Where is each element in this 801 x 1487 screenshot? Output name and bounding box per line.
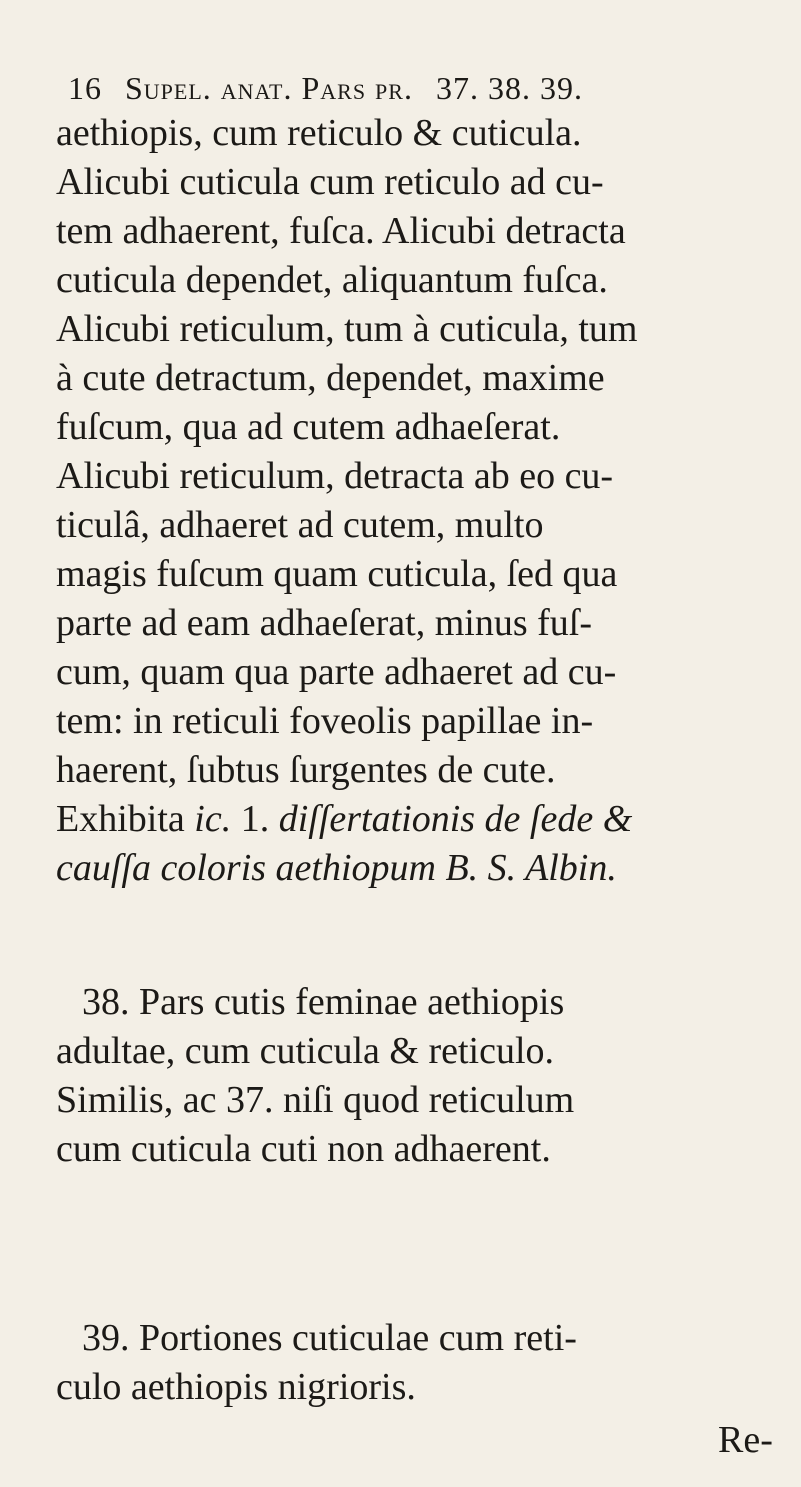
running-title: Supel. anat. Pars pr.: [125, 70, 413, 106]
citation-title: cauſſa coloris aethiopum: [56, 847, 436, 889]
text-line: aethiopis, cum reticulo & cuticula.: [56, 112, 582, 154]
text-line: 39. Portiones cuticulae cum reti-: [82, 1317, 577, 1359]
text-line: cum cuticula cuti non adhaerent.: [56, 1128, 551, 1170]
figure-numbers: 37. 38. 39.: [435, 70, 583, 106]
text-line: ticulâ, adhaeret ad cutem, multo: [56, 504, 544, 546]
text-line: tem adhaerent, fuſca. Alicubi detracta: [56, 210, 626, 252]
text-line: parte ad eam adhaeſerat, minus fuſ-: [56, 602, 592, 644]
citation-line: [56, 845, 776, 891]
text-line: Alicubi cuticula cum reticulo ad cu-: [56, 161, 604, 203]
text-line: cum, quam qua parte adhaeret ad cu-: [56, 651, 617, 693]
citation-line: [56, 796, 776, 842]
page-number: 16: [68, 70, 102, 106]
text-line: fuſcum, qua ad cutem adhaeſerat.: [56, 406, 561, 448]
citation-ref: ic.: [194, 798, 232, 840]
citation-ref-number: 1.: [240, 798, 270, 840]
text-line: tem: in reticuli foveolis papillae in-: [56, 700, 594, 742]
text-line: à cute detractum, dependet, maxime: [56, 357, 605, 399]
text-line: adultae, cum cuticula & reticulo.: [56, 1030, 555, 1072]
citation-author: B. S. Albin.: [445, 847, 617, 889]
citation-title: diſſertationis de ſede &: [278, 798, 633, 840]
citation-lead: Exhibita: [56, 798, 185, 840]
text-line: magis fuſcum quam cuticula, ſed qua: [56, 553, 618, 595]
text-line: Similis, ac 37. niſi quod reticulum: [56, 1079, 575, 1121]
text-line: culo aethiopis nigrioris.: [56, 1366, 416, 1408]
text-line: Alicubi reticulum, detracta ab eo cu-: [56, 455, 614, 497]
text-line: Alicubi reticulum, tum à cuticula, tum: [56, 308, 638, 350]
text-line: 38. Pars cutis feminae aethiopis: [82, 981, 565, 1023]
running-header: [68, 70, 768, 110]
text-line: haerent, ſubtus ſurgentes de cute.: [56, 749, 556, 791]
catchword: Re-: [718, 1419, 773, 1461]
text-line: cuticula dependet, aliquantum fuſca.: [56, 259, 608, 301]
